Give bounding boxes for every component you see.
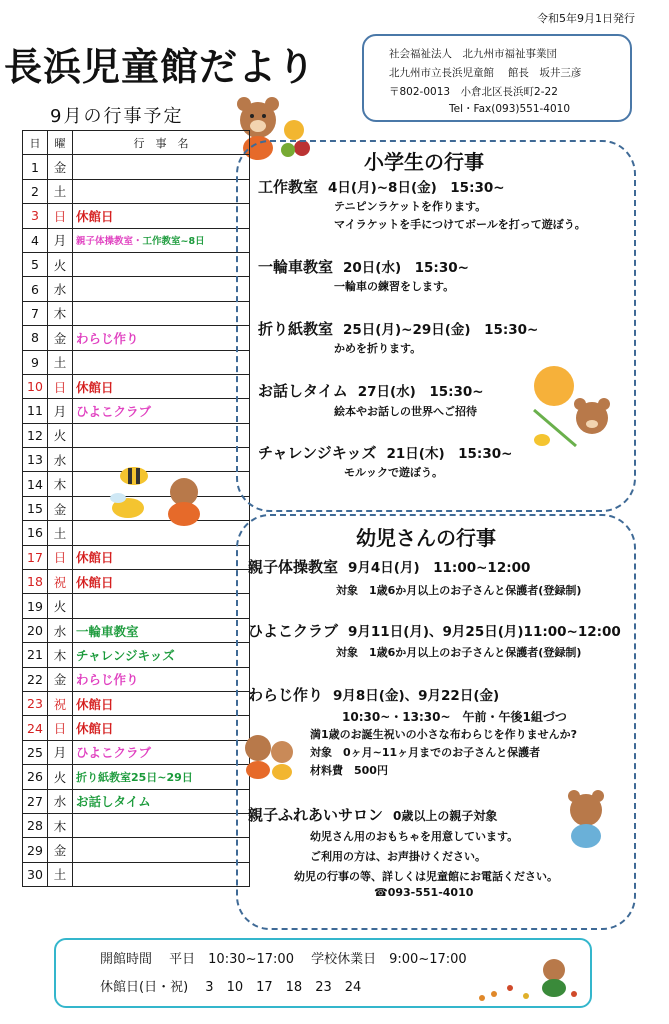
event-time: 9月11日(月)、9月25日(月)11:00~12:00 [348,624,621,640]
closed-label: 休館日(日・祝) [100,980,189,995]
table-row [23,155,250,179]
weekday-cell: 土 [48,862,73,886]
table-row [23,179,250,203]
table-row [23,374,250,398]
event-cell [73,862,250,886]
weekday-cell: 日 [48,204,73,228]
weekday-cell: 月 [48,399,73,423]
day-cell: 12 [23,423,48,447]
day-cell: 26 [23,765,48,789]
event-desc: マイラケットを手につけてボールを打って遊ぼう。 [334,218,586,231]
event-cell: お話しタイム [73,789,250,813]
event-cell: 休館日 [73,204,250,228]
table-row [23,423,250,447]
event-desc: テニピンラケットを作ります。 [334,200,487,213]
event-cell: わらじ作り [73,667,250,691]
weekday-cell: 土 [48,521,73,545]
day-cell: 14 [23,472,48,496]
weekday-cell: 水 [48,618,73,642]
schedule-title: 9月の行事予定 [50,106,184,127]
event-time: 20日(水) 15:30~ [343,260,469,276]
event-cell: わらじ作り [73,326,250,350]
event-cell [73,228,250,252]
day-cell: 20 [23,618,48,642]
event-name: 折り紙教室 [258,320,334,338]
event-cell: 折り紙教室25日~29日 [73,765,250,789]
table-row [23,594,250,618]
event-cell [73,350,250,374]
event-cell: 休館日 [73,691,250,715]
event-desc: 絵本やお話しの世界へご招待 [334,405,477,418]
bear-toy-icon [558,788,614,850]
weekday-cell: 祝 [48,691,73,715]
table-row [23,716,250,740]
autumn-leaves-icon [474,954,586,1002]
event-cell: 休館日 [73,716,250,740]
event-challenge-kids [258,442,512,463]
day-cell: 7 [23,301,48,325]
weekday-cell: 日 [48,716,73,740]
event-time: 27日(水) 15:30~ [357,384,484,400]
day-cell: 15 [23,496,48,520]
weekday-cell: 水 [48,277,73,301]
table-row [23,228,250,252]
weekday-cell: 月 [48,228,73,252]
event-cell: 一輪車教室 [73,618,250,642]
table-row [23,350,250,374]
org-line-4: Tel・Fax(093)551-4010 [449,103,571,115]
table-row [23,570,250,594]
day-cell: 4 [23,228,48,252]
weekday-cell: 水 [48,448,73,472]
day-cell: 6 [23,277,48,301]
table-row [23,618,250,642]
org-line-2: 北九州市立長浜児童館 館長 坂井三彦 [389,67,582,79]
event-desc: 満1歳のお誕生祝いの小さな布わらじを作りませんか? [310,728,578,741]
open-label: 開館時間 [100,952,153,967]
closed-line [100,976,361,995]
event-time: 21日(木) 15:30~ [386,446,513,462]
event-desc: 材料費 500円 [310,764,388,777]
table-row [23,813,250,837]
event-cell [73,277,250,301]
event-desc: 対象 0ヶ月~11ヶ月までのお子さんと保護者 [310,746,541,759]
event-desc: モルックで遊ぼう。 [344,466,443,479]
day-cell: 8 [23,326,48,350]
event-cell: ひよこクラブ [73,399,250,423]
day-cell: 11 [23,399,48,423]
event-cell [73,179,250,203]
day-cell: 19 [23,594,48,618]
day-cell: 24 [23,716,48,740]
day-cell: 5 [23,252,48,276]
event-cell [73,594,250,618]
event-name: ひよこクラブ [248,622,339,640]
event-name: 工作教室 [258,178,319,196]
issue-date: 令和5年9月1日発行 [537,12,635,25]
bees-illustration-icon [104,458,214,528]
weekday-cell: 火 [48,423,73,447]
table-row [23,399,250,423]
event-cell: 休館日 [73,545,250,569]
weekday-cell: 金 [48,838,73,862]
weekday-cell: 日 [48,545,73,569]
day-cell: 29 [23,838,48,862]
weekday-cell: 火 [48,252,73,276]
event-part: 親子体操教室・ [76,236,143,248]
event-waraji [248,684,499,705]
weekday-cell: 月 [48,740,73,764]
table-row [23,326,250,350]
table-row [23,545,250,569]
event-desc: 幼児の行事の等、詳しくは児童館にお電話ください。 [294,870,558,883]
event-desc: 対象 1歳6か月以上のお子さんと保護者(登録制) [336,584,582,597]
event-name: わらじ作り [248,686,324,704]
hours-line [100,948,467,967]
weekday-cell: 土 [48,179,73,203]
event-kosaku [258,176,505,197]
table-row [23,740,250,764]
day-cell: 27 [23,789,48,813]
weekday-cell: 日 [48,374,73,398]
day-cell: 21 [23,643,48,667]
day-cell: 13 [23,448,48,472]
day-cell: 3 [23,204,48,228]
weekday-hours: 平日 10:30~17:00 [169,952,294,967]
weekday-cell: 金 [48,326,73,350]
event-cell [73,813,250,837]
day-cell: 16 [23,521,48,545]
table-row [23,862,250,886]
event-target: 0歳以上の親子対象 [393,809,498,823]
opening-hours-box [54,938,592,1008]
weekday-cell: 水 [48,789,73,813]
weekday-cell: 木 [48,643,73,667]
event-story-time [258,380,484,401]
elementary-events-section [236,140,636,512]
day-cell: 1 [23,155,48,179]
table-row [23,765,250,789]
table-row [23,691,250,715]
day-cell: 9 [23,350,48,374]
event-time-2: 10:30~・13:30~ 午前・午後1組づつ [342,710,567,724]
day-cell: 10 [23,374,48,398]
event-desc: 一輪車の練習をします。 [334,280,455,293]
event-time: 9月4日(月) 11:00~12:00 [348,560,531,576]
event-cell: ひよこクラブ [73,740,250,764]
header-event: 行 事 名 [73,131,250,155]
day-cell: 25 [23,740,48,764]
weekday-cell: 木 [48,813,73,837]
event-name: 親子ふれあいサロン [248,806,384,824]
preschool-title: 幼児さんの行事 [356,526,496,550]
weekday-cell: 土 [48,350,73,374]
weekday-cell: 火 [48,594,73,618]
weekday-cell: 火 [48,765,73,789]
table-row [23,643,250,667]
event-desc: 幼児さん用のおもちゃを用意しています。 [310,830,519,843]
page-title: 長浜児童館だより [4,44,317,89]
event-cell [73,252,250,276]
table-row [23,838,250,862]
table-row [23,667,250,691]
event-desc: かめを折ります。 [334,342,422,355]
weekday-cell: 金 [48,155,73,179]
table-row [23,789,250,813]
day-cell: 28 [23,813,48,837]
event-salon [248,804,497,825]
event-cell: チャレンジキッズ [73,643,250,667]
event-name: 一輪車教室 [258,258,334,276]
event-cell [73,838,250,862]
table-row [23,277,250,301]
event-cell [73,423,250,447]
weekday-cell: 木 [48,472,73,496]
event-unicycle [258,256,469,277]
event-cell [73,155,250,179]
event-cell [73,301,250,325]
elementary-title: 小学生の行事 [364,150,484,174]
day-cell: 30 [23,862,48,886]
event-name: チャレンジキッズ [258,444,377,462]
day-cell: 17 [23,545,48,569]
event-origami [258,318,538,339]
event-time: 25日(月)~29日(金) 15:30~ [343,322,539,338]
preschool-events-section [236,514,636,930]
phone-number: ☎093-551-4010 [374,886,474,899]
bear-family-icon [240,728,300,780]
event-hiyoko-club [248,620,621,641]
event-name: 親子体操教室 [248,558,339,576]
event-desc: 対象 1歳6か月以上のお子さんと保護者(登録制) [336,646,582,659]
header-day: 日 [23,131,48,155]
event-cell: 休館日 [73,374,250,398]
day-cell: 23 [23,691,48,715]
org-line-3: 〒802-0013 小倉北区長浜町2-22 [389,86,558,98]
event-cell: 休館日 [73,570,250,594]
org-line-1: 社会福祉法人 北九州市福祉事業団 [389,48,557,60]
header-weekday: 曜 [48,131,73,155]
day-cell: 2 [23,179,48,203]
day-cell: 22 [23,667,48,691]
event-part: 工作教室~8日 [142,236,205,248]
event-time: 4日(月)~8日(金) 15:30~ [328,180,505,196]
weekday-cell: 木 [48,301,73,325]
event-parent-child-gym [248,556,530,577]
weekday-cell: 金 [48,667,73,691]
weekday-cell: 金 [48,496,73,520]
table-row [23,204,250,228]
event-name: お話しタイム [258,382,348,400]
organization-box [362,34,632,122]
event-time: 9月8日(金)、9月22日(金) [333,688,500,704]
closed-days: 3 10 17 18 23 24 [205,980,362,995]
holiday-hours: 学校休業日 9:00~17:00 [311,952,467,967]
table-row [23,252,250,276]
event-desc: ご利用の方は、お声掛けください。 [310,850,486,863]
day-cell: 18 [23,570,48,594]
table-row [23,301,250,325]
weekday-cell: 祝 [48,570,73,594]
bear-tennis-icon [524,360,624,460]
